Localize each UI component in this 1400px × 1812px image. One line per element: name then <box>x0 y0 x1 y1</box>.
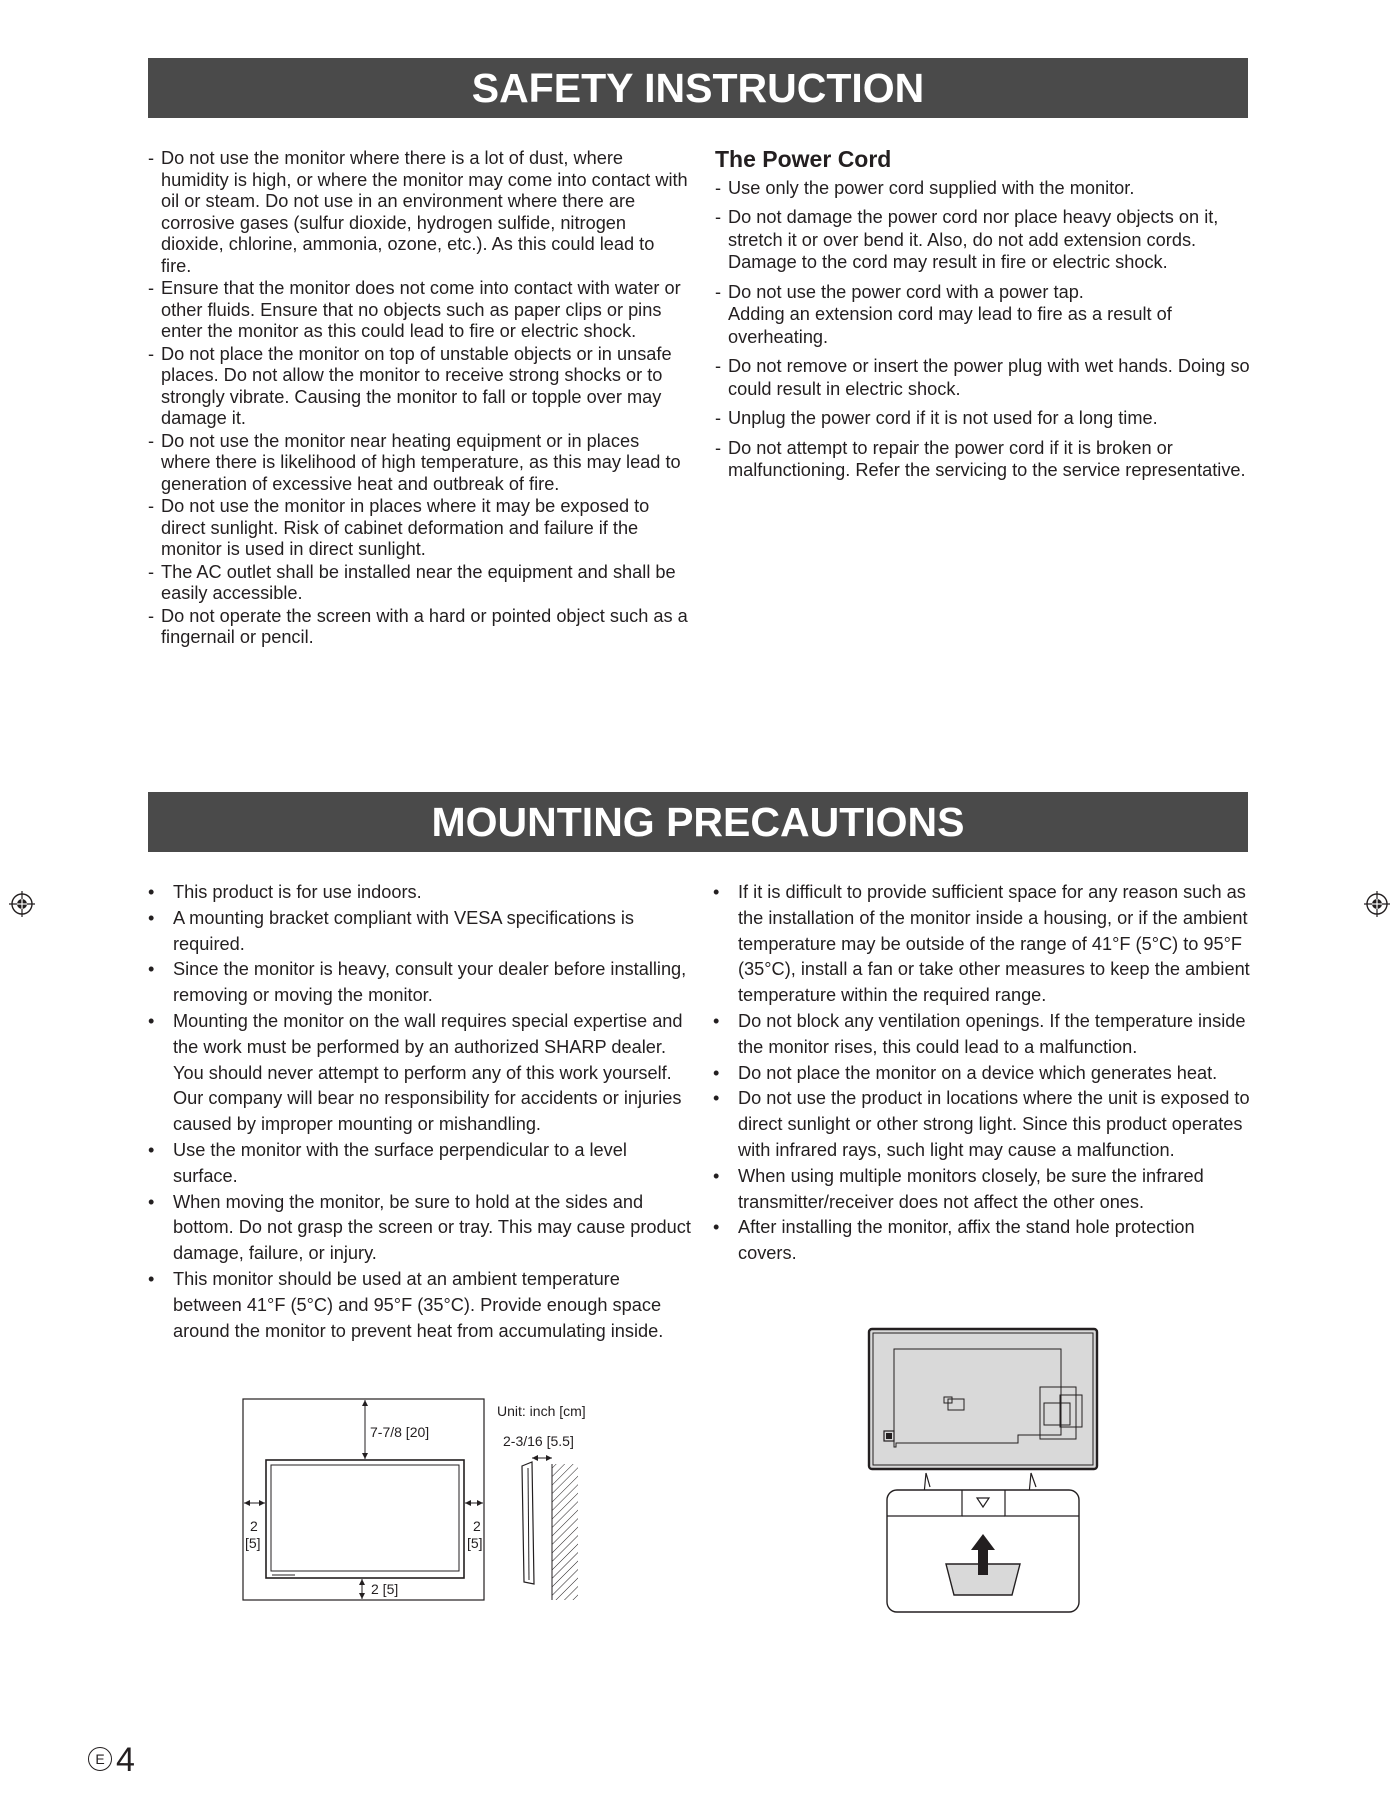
power-cord-list-item: - Do not use the power cord with a power tap. Adding an extension cord may lead to fire as a result of overheating. <box>715 281 1255 349</box>
mounting-list-item: • Do not block any ventilation openings. If the temperature inside the monitor rises, this could lead to a malfunction. <box>713 1009 1258 1061</box>
safety-left-list <box>148 148 688 649</box>
mounting-list-item: • This monitor should be used at an ambient temperature between 41°F (5°C) and 95°F (35°C). Provide enough space around the monitor to prevent heat from accumulating inside. <box>148 1267 693 1344</box>
mounting-list-item: • Since the monitor is heavy, consult your dealer before installing, removing or moving the monitor. <box>148 957 693 1009</box>
safety-list-item: - Do not use the monitor near heating equipment or in places where there is likelihood of high temperature, as this may lead to generation of excessive heat and outbreak of fire. <box>148 431 688 496</box>
registration-mark-icon <box>1364 891 1390 917</box>
power-cord-list-item: - Do not remove or insert the power plug with wet hands. Doing so could result in electric shock. <box>715 355 1255 400</box>
mounting-list-item: • This product is for use indoors. <box>148 880 693 906</box>
mounting-list-item: • A mounting bracket compliant with VESA specifications is required. <box>148 906 693 958</box>
page-number: 4 <box>116 1741 135 1779</box>
safety-list-item: - Do not place the monitor on top of unstable objects or in unsafe places. Do not allow the monitor to receive strong shocks or to strongly vibrate. Causing the monitor to fall or topple over may damage it. <box>148 344 688 430</box>
power-cord-list-item: - Do not damage the power cord nor place heavy objects on it, stretch it or over bend it. Also, do not add extension cords. Damage to the cord may result in fire or electric shock. <box>715 206 1255 274</box>
safety-left-column <box>148 148 688 650</box>
right-clearance-value: 2 <box>473 1518 481 1534</box>
safety-list-item: - Do not use the monitor where there is a lot of dust, where humidity is high, or where the monitor may come into contact with oil or steam. Do not use in an environment where there are corrosive gases (sulfur dioxide, hydrogen sulfide, nitrogen dioxide, chlorine, ammonia, ozone, etc.). As this could lead to fire. <box>148 148 688 277</box>
mounting-list-item: • Do not use the product in locations where the unit is exposed to direct sunlight or other strong light. Since this product operates with infrared rays, such light may cause a malfunction. <box>713 1086 1258 1163</box>
registration-mark-icon <box>9 891 35 917</box>
mounting-list-item: • Mounting the monitor on the wall requires special expertise and the work must be performed by an authorized SHARP dealer. You should never attempt to perform any of this work yourself. Our company will bear no responsibility for accidents or injuries caused by improper mounting or mishandling. <box>148 1009 693 1138</box>
region-mark: E <box>88 1747 112 1771</box>
bottom-clearance-label: 2 [5] <box>371 1581 399 1597</box>
mounting-list-item: • When using multiple monitors closely, be sure the infrared transmitter/receiver does not affect the other ones. <box>713 1164 1258 1216</box>
power-cord-section <box>715 148 1255 489</box>
power-cord-list-item: - Do not attempt to repair the power cord if it is broken or malfunctioning. Refer the servicing to the service representative. <box>715 437 1255 482</box>
clearance-diagram <box>240 1398 600 1603</box>
stand-hole-cover-diagram <box>866 1327 1101 1617</box>
mounting-right-column <box>713 880 1258 1267</box>
right-clearance-unit: [5] <box>467 1535 483 1551</box>
depth-clearance-label: 2-3/16 [5.5] <box>503 1433 574 1449</box>
page-footer <box>88 1740 135 1780</box>
safety-list-item: - Do not use the monitor in places where it may be exposed to direct sunlight. Risk of cabinet deformation and failure if the monitor is used in direct sunlight. <box>148 496 688 561</box>
unit-label: Unit: inch [cm] <box>497 1403 586 1419</box>
left-clearance-unit: [5] <box>245 1535 261 1551</box>
mounting-left-list <box>148 880 693 1344</box>
mounting-right-list <box>713 880 1258 1267</box>
top-clearance-label: 7-7/8 [20] <box>370 1424 430 1440</box>
mounting-list-item: • If it is difficult to provide sufficient space for any reason such as the installation of the monitor inside a housing, or if the ambient temperature may be outside of the range of 41°F (5°C) to 95°F (35°C), install a fan or take other measures to keep the ambient temperature within the required range. <box>713 880 1258 1009</box>
mounting-precautions-heading: MOUNTING PRECAUTIONS <box>148 792 1248 852</box>
power-cord-list-item: - Use only the power cord supplied with the monitor. <box>715 177 1255 200</box>
safety-list-item: - Ensure that the monitor does not come into contact with water or other fluids. Ensure that no objects such as paper clips or pins enter the monitor as this could lead to fire or electric shock. <box>148 278 688 343</box>
mounting-list-item: • Do not place the monitor on a device which generates heat. <box>713 1061 1258 1087</box>
mounting-list-item: • After installing the monitor, affix the stand hole protection covers. <box>713 1215 1258 1267</box>
safety-instruction-heading: SAFETY INSTRUCTION <box>148 58 1248 118</box>
power-cord-list <box>715 177 1255 482</box>
stand-hole-cover-drawing <box>866 1327 1101 1617</box>
mounting-list-item: • Use the monitor with the surface perpendicular to a level surface. <box>148 1138 693 1190</box>
safety-list-item: - Do not operate the screen with a hard or pointed object such as a fingernail or pencil. <box>148 606 688 649</box>
mounting-list-item: • When moving the monitor, be sure to hold at the sides and bottom. Do not grasp the screen or tray. This may cause product damage, failure, or injury. <box>148 1190 693 1267</box>
power-cord-heading: The Power Cord <box>715 146 892 172</box>
mounting-left-column <box>148 880 693 1344</box>
left-clearance-value: 2 <box>250 1518 258 1534</box>
power-cord-list-item: - Unplug the power cord if it is not used for a long time. <box>715 407 1255 430</box>
safety-list-item: - The AC outlet shall be installed near the equipment and shall be easily accessible. <box>148 562 688 605</box>
